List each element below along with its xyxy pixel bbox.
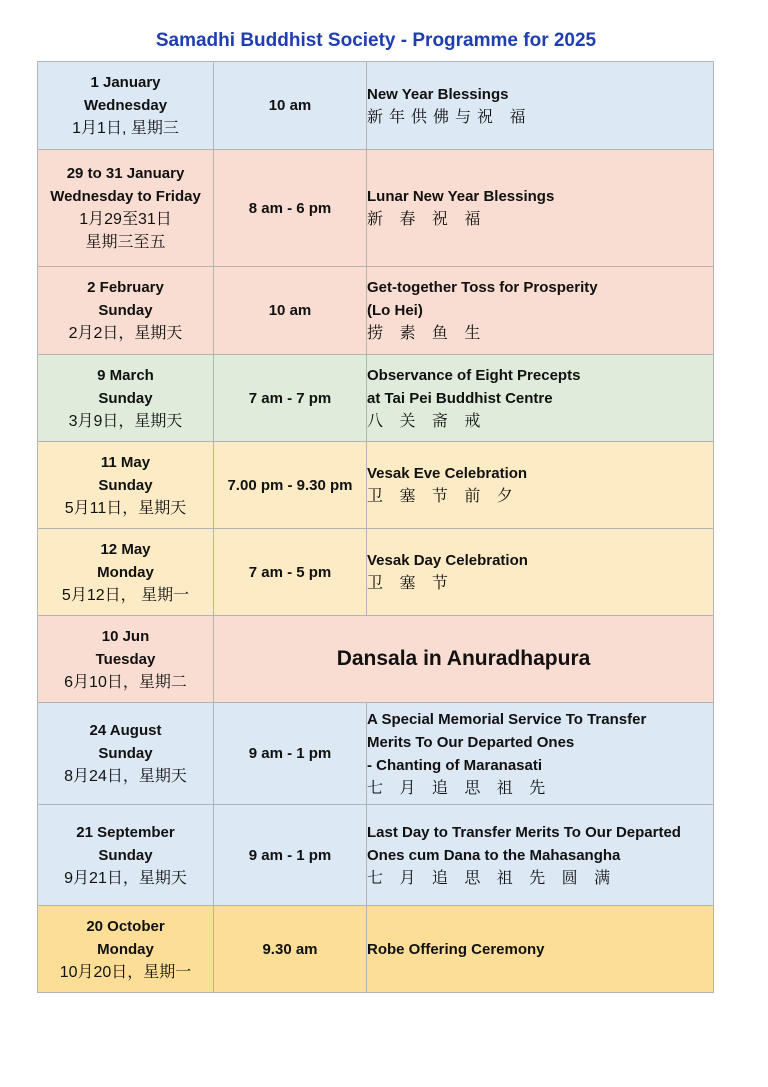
page-title: Samadhi Buddhist Society - Programme for 2025 [155, 30, 597, 51]
event-cell: Get-together Toss for Prosperity (Lo Hei) 捞 素 鱼 生 [367, 267, 714, 355]
date-cell: 2 February Sunday 2月2日，星期天 [38, 267, 214, 355]
table-row [38, 529, 714, 616]
table-row [38, 267, 714, 355]
table-row [38, 906, 714, 993]
date-cell: 11 May Sunday 5月11日，星期天 [38, 442, 214, 529]
table-row [38, 616, 714, 703]
time-cell: 9 am - 1 pm [214, 703, 367, 805]
event-cell: Vesak Eve Celebration 卫 塞 节 前 夕 [367, 442, 714, 529]
table-row [38, 150, 714, 267]
date-cell: 1 January Wednesday 1月1日, 星期三 [38, 62, 214, 150]
date-cell: 24 August Sunday 8月24日，星期天 [38, 703, 214, 805]
time-cell: 7.00 pm - 9.30 pm [214, 442, 367, 529]
time-cell: 10 am [214, 267, 367, 355]
event-cell: Robe Offering Ceremony [367, 906, 714, 993]
table-row [38, 62, 714, 150]
date-cell: 29 to 31 January Wednesday to Friday 1月29至31日 星期三至五 [38, 150, 214, 267]
table-row [38, 703, 714, 805]
event-cell: Lunar New Year Blessings 新 春 祝 福 [367, 150, 714, 267]
time-cell: 9.30 am [214, 906, 367, 993]
date-cell: 21 September Sunday 9月21日，星期天 [38, 805, 214, 906]
table-row [38, 355, 714, 442]
date-cell: 10 Jun Tuesday 6月10日，星期二 [38, 616, 214, 703]
time-cell: 10 am [214, 62, 367, 150]
time-cell: 7 am - 7 pm [214, 355, 367, 442]
event-cell: A Special Memorial Service To Transfer Merits To Our Departed Ones - Chanting of Maranasati 七 月 追 思 祖 先 [367, 703, 714, 805]
event-cell: Observance of Eight Precepts at Tai Pei Buddhist Centre 八 关 斋 戒 [367, 355, 714, 442]
time-cell: 7 am - 5 pm [214, 529, 367, 616]
event-cell: Vesak Day Celebration 卫 塞 节 [367, 529, 714, 616]
date-cell: 12 May Monday 5月12日， 星期一 [38, 529, 214, 616]
table-row [38, 442, 714, 529]
event-highlight-cell: Dansala in Anuradhapura [214, 616, 714, 703]
table-row [38, 805, 714, 906]
time-cell: 9 am - 1 pm [214, 805, 367, 906]
date-cell: 9 March Sunday 3月9日，星期天 [38, 355, 214, 442]
event-cell: New Year Blessings 新年供佛与祝 福 [367, 62, 714, 150]
time-cell: 8 am - 6 pm [214, 150, 367, 267]
event-cell: Last Day to Transfer Merits To Our Departed Ones cum Dana to the Mahasangha 七 月 追 思 祖 先 圆 满 [367, 805, 714, 906]
programme-table [37, 61, 714, 993]
date-cell: 20 October Monday 10月20日，星期一 [38, 906, 214, 993]
